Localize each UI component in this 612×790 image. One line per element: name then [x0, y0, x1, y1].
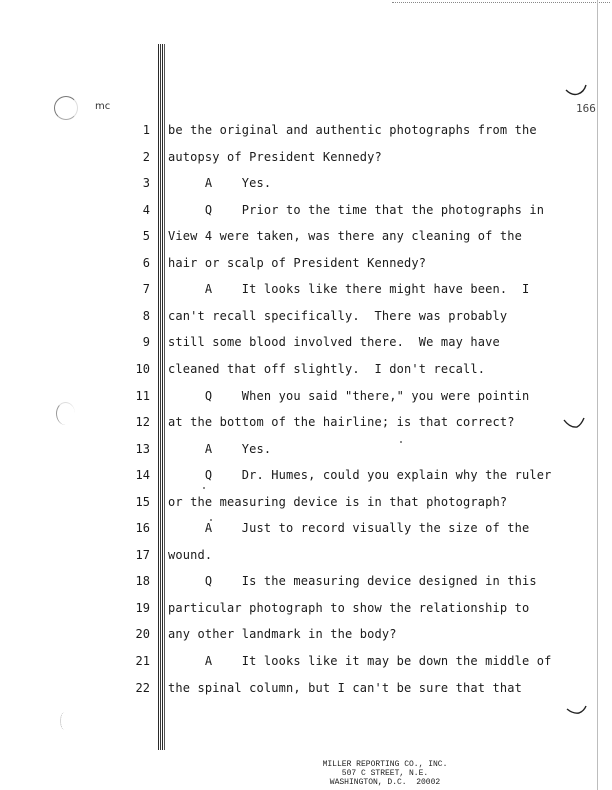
- line-text: A It looks like it may be down the middle of: [168, 654, 552, 668]
- line-text: View 4 were taken, was there any cleaning of the: [168, 229, 522, 244]
- line-text: Q Is the measuring device designed in this: [168, 574, 537, 589]
- speck-mark: [203, 487, 205, 489]
- footer-company: MILLER REPORTING CO., INC.: [322, 760, 448, 769]
- check-mark-icon: [566, 704, 588, 716]
- line-number: 17: [135, 547, 150, 562]
- line-number: 15: [135, 494, 150, 509]
- line-number: 22: [135, 680, 150, 695]
- reporter-initials: mc: [95, 101, 111, 112]
- line-text: Q When you said "there," you were pointin: [168, 388, 530, 403]
- line-text: A Yes.: [168, 441, 272, 456]
- line-number: 19: [135, 600, 150, 615]
- line-text: autopsy of President Kennedy?: [168, 149, 382, 164]
- line-number: 12: [135, 415, 150, 430]
- line-number: 10: [135, 361, 150, 376]
- line-text: Q Prior to the time that the photographs in: [168, 202, 545, 217]
- line-text: A Just to record visually the size of the: [168, 521, 530, 536]
- line-text: the spinal column, but I can't be sure that that: [168, 680, 522, 695]
- line-text: particular photograph to show the relationship to: [168, 600, 530, 615]
- line-text: wound.: [168, 547, 213, 562]
- line-number: 3: [142, 176, 150, 191]
- line-number: 18: [135, 574, 150, 589]
- line-text: Q Dr. Humes, could you explain why the ruler: [168, 468, 552, 483]
- check-mark-icon: [564, 84, 588, 98]
- line-text: can't recall specifically. There was probably: [168, 308, 508, 323]
- punch-hole-bottom-icon: [60, 712, 69, 730]
- line-number: 2: [142, 149, 150, 164]
- line-number: 16: [135, 521, 150, 536]
- page-number: 166: [576, 102, 596, 115]
- line-number: 14: [135, 468, 150, 483]
- line-number: 8: [142, 308, 150, 323]
- line-number: 1: [142, 123, 150, 137]
- line-number: 11: [135, 388, 150, 403]
- line-text: still some blood involved there. We may have: [168, 335, 500, 350]
- top-dotted-rule: [392, 2, 610, 3]
- punch-hole-middle-icon: [56, 402, 75, 425]
- line-text: at the bottom of the hairline; is that correct?: [168, 415, 515, 430]
- footer-city: WASHINGTON, D.C. 20002: [329, 778, 441, 787]
- left-margin-bar: [158, 44, 165, 750]
- line-number: 4: [142, 202, 150, 217]
- line-number: 5: [142, 229, 150, 244]
- line-text: be the original and authentic photographs from the: [168, 123, 537, 137]
- line-number: 13: [135, 441, 150, 456]
- line-number: 20: [135, 627, 150, 642]
- line-number: 7: [142, 282, 150, 297]
- line-text: A It looks like there might have been. I: [168, 282, 530, 297]
- line-number: 6: [142, 255, 150, 270]
- footer-street: 507 C STREET, N.E.: [341, 769, 429, 778]
- reporter-footer: [300, 760, 470, 787]
- line-number: 21: [135, 654, 150, 668]
- punch-hole-top-icon: [54, 96, 78, 120]
- line-number: 9: [142, 335, 150, 350]
- line-text: any other landmark in the body?: [168, 627, 397, 642]
- line-text: or the measuring device is in that photograph?: [168, 494, 508, 509]
- line-text: cleaned that off slightly. I don't recall.: [168, 361, 486, 376]
- line-text: A Yes.: [168, 176, 272, 191]
- line-text: hair or scalp of President Kennedy?: [168, 255, 427, 270]
